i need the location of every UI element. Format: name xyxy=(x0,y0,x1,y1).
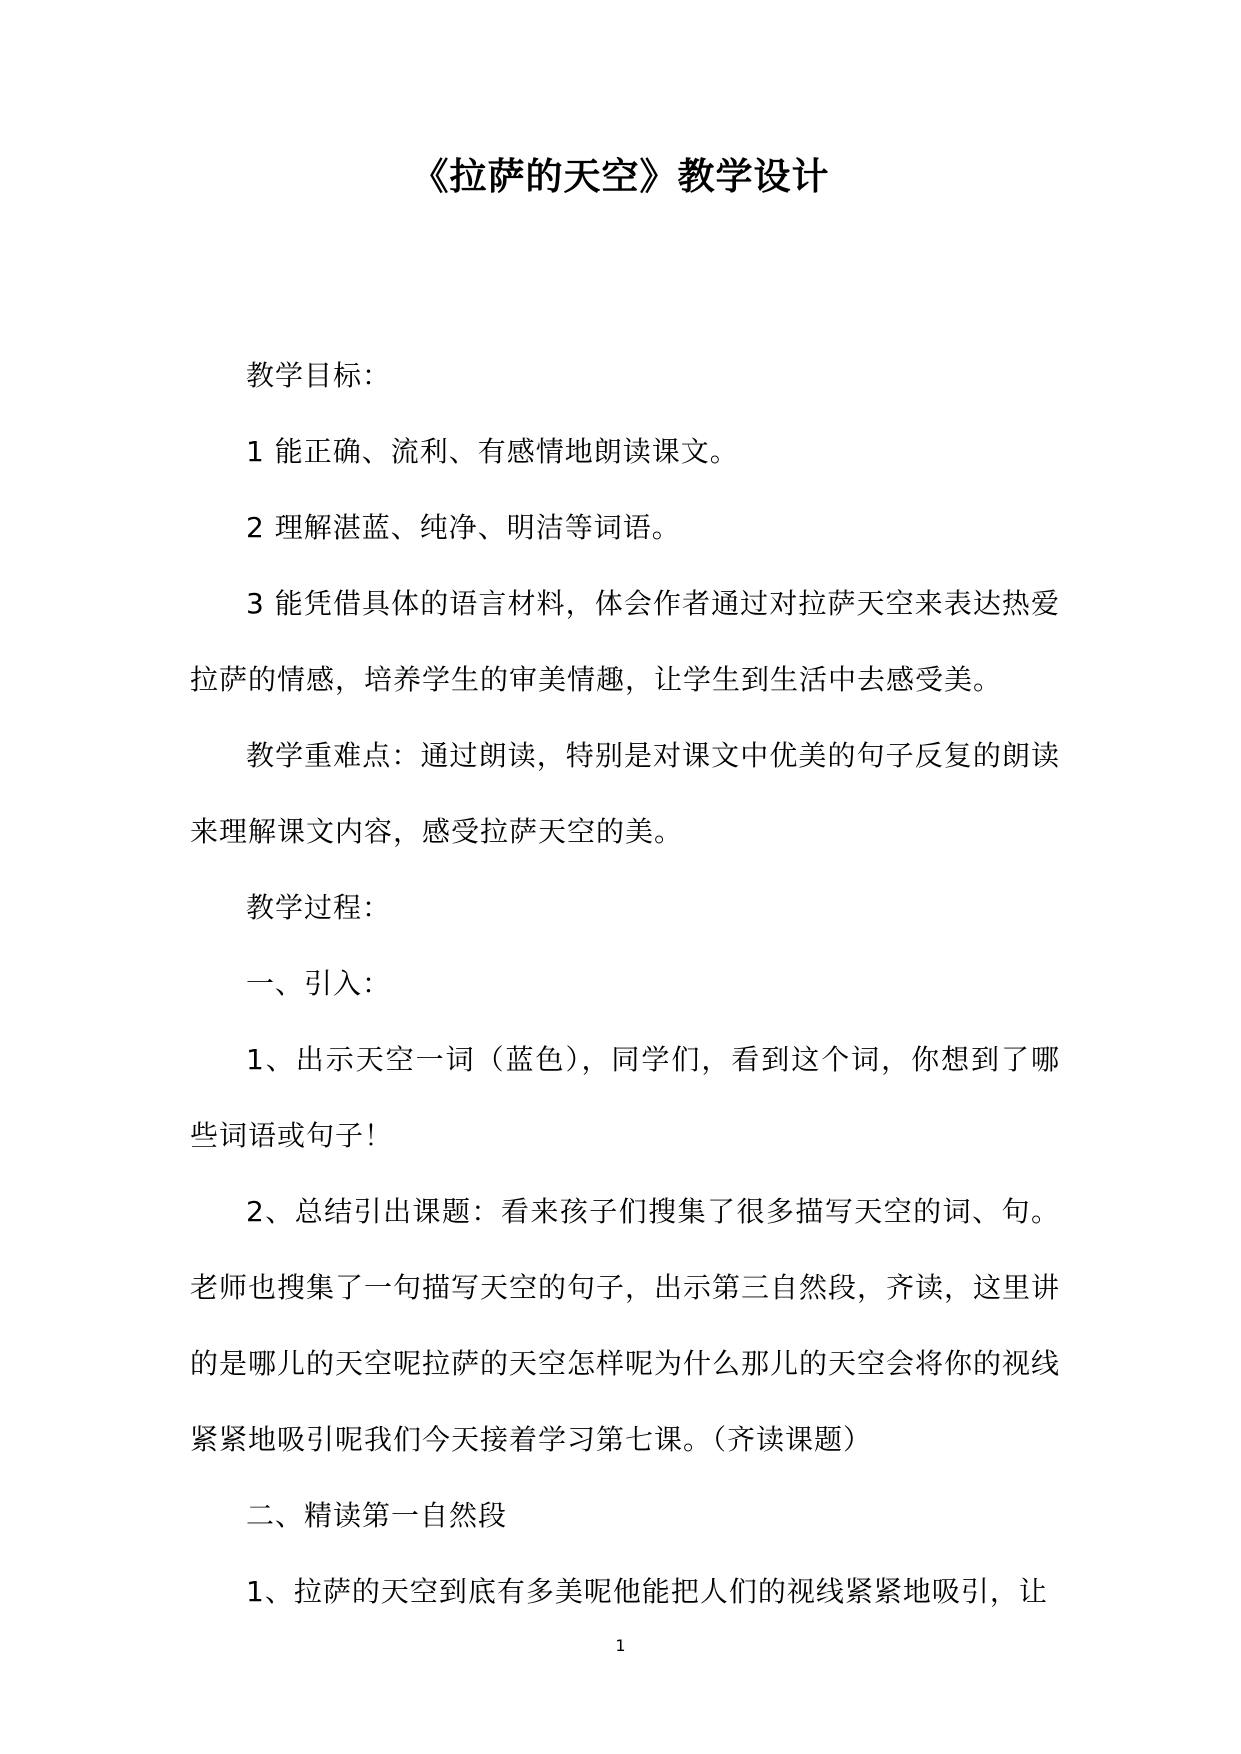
document-body xyxy=(190,338,1060,1630)
page-number: 1 xyxy=(615,1636,626,1655)
paragraph-step-2: 2、总结引出课题：看来孩子们搜集了很多描写天空的词、句。老师也搜集了一句描写天空的句子，出示第三自然段，齐读，这里讲的是哪儿的天空呢拉萨的天空怎样呢为什么那儿的天空会将你的视线紧紧地吸引呢我们今天接着学习第七课。（齐读课题） xyxy=(190,1195,1061,1456)
paragraph-section-2-heading: 二、精读第一自然段 xyxy=(246,1499,508,1532)
paragraph-section-2-step-1: 1、拉萨的天空到底有多美呢他能把人们的视线紧紧地吸引，让 xyxy=(246,1575,1048,1608)
paragraph-objective-3: 3 能凭借具体的语言材料，体会作者通过对拉萨天空来表达热爱拉萨的情感，培养学生的审美情趣，让学生到生活中去感受美。 xyxy=(190,587,1060,696)
paragraph-key-points: 教学重难点：通过朗读，特别是对课文中优美的句子反复的朗读来理解课文内容，感受拉萨天空的美。 xyxy=(190,739,1060,848)
document-title: 《拉萨的天空》教学设计 xyxy=(411,154,830,198)
paragraph-section-1-heading: 一、引入： xyxy=(246,967,392,1000)
paragraph-process-heading: 教学过程： xyxy=(246,891,392,924)
paragraph-objective-2: 2 理解湛蓝、纯净、明洁等词语。 xyxy=(246,511,681,544)
paragraph-objective-1: 1 能正确、流利、有感情地朗读课文。 xyxy=(246,435,739,468)
paragraph-objectives-heading: 教学目标： xyxy=(246,359,392,392)
paragraph-step-1: 1、出示天空一词（蓝色），同学们，看到这个词，你想到了哪些词语或句子！ xyxy=(190,1043,1060,1152)
